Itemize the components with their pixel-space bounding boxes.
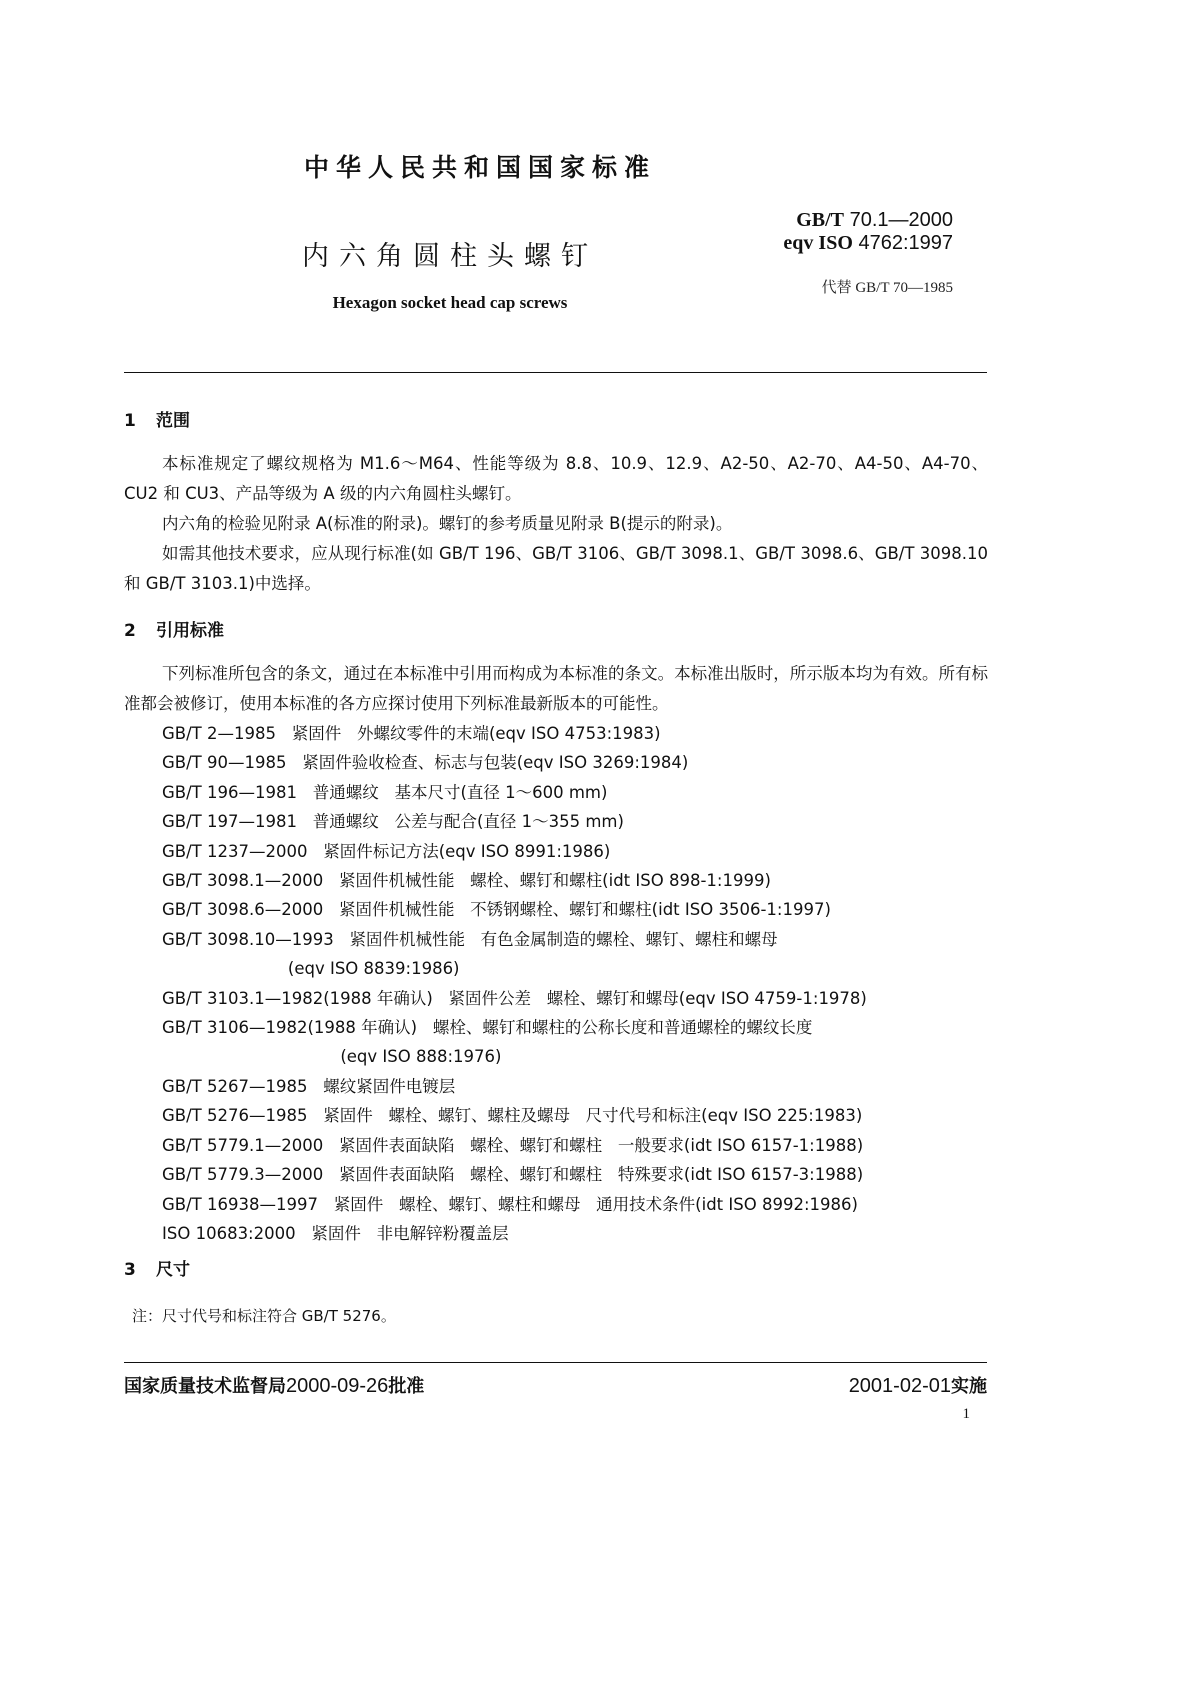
section-1-heading: 1 范围 bbox=[124, 411, 190, 431]
reference-item: GB/T 3106—1982(1988 年确认) 螺栓、螺钉和螺柱的公称长度和普通螺栓的螺纹长度 bbox=[162, 1018, 813, 1038]
section-3-heading: 3 尺寸 bbox=[124, 1260, 190, 1281]
reference-item-continuation: (eqv ISO 888:1976) bbox=[162, 1047, 502, 1067]
title-english: Hexagon socket head cap screws bbox=[332, 293, 568, 312]
reference-item: GB/T 3103.1—1982(1988 年确认) 紧固件公差 螺栓、螺钉和螺母(eqv ISO 4759-1:1978) bbox=[162, 988, 867, 1008]
effective-line: 2001-02-01实施 bbox=[848, 1375, 987, 1397]
page-number: 1 bbox=[962, 1406, 970, 1422]
section-3-note: 注：尺寸代号和标注符合 GB/T 5276。 bbox=[132, 1307, 396, 1326]
reference-item: GB/T 5779.3—2000 紧固件表面缺陷 螺栓、螺钉和螺柱 特殊要求(idt ISO 6157-3:1988) bbox=[162, 1165, 864, 1185]
reference-item: ISO 10683:2000 紧固件 非电解锌粉覆盖层 bbox=[162, 1223, 509, 1243]
reference-item: GB/T 3098.10—1993 紧固件机械性能 有色金属制造的螺栓、螺钉、螺柱和螺母 bbox=[162, 929, 778, 949]
reference-item: GB/T 90—1985 紧固件验收检查、标志与包装(eqv ISO 3269:1984) bbox=[162, 753, 689, 773]
reference-list bbox=[124, 719, 988, 1248]
reference-item: GB/T 3098.1—2000 紧固件机械性能 螺栓、螺钉和螺柱(idt ISO 898-1:1999) bbox=[162, 871, 771, 891]
reference-item: GB/T 5276—1985 紧固件 螺栓、螺钉、螺柱及螺母 尺寸代号和标注(eqv ISO 225:1983) bbox=[162, 1106, 863, 1126]
header-divider bbox=[124, 372, 987, 373]
reference-item: GB/T 2—1985 紧固件 外螺纹零件的末端(eqv ISO 4753:1983) bbox=[162, 724, 661, 743]
reference-item: GB/T 16938—1997 紧固件 螺栓、螺钉、螺柱和螺母 通用技术条件(idt ISO 8992:1986) bbox=[162, 1194, 858, 1214]
equivalent-standard: eqv ISO 4762:1997 bbox=[783, 232, 953, 254]
approval-line: 国家质量技术监督局2000-09-26批准 bbox=[124, 1375, 425, 1397]
approval-date: 2000-09-26 bbox=[286, 1375, 389, 1397]
footer-divider bbox=[124, 1362, 987, 1363]
section-1-paragraph-1: 本标准规定了螺纹规格为 M1.6～M64、性能等级为 8.8、10.9、12.9、A2-50、A2-70、A4-50、A4-70、CU2 和 CU3、产品等级为 A 级的内六角圆柱头螺钉。 bbox=[124, 454, 988, 503]
national-standard-heading: 中华人民共和国国家标准 bbox=[303, 153, 656, 182]
replaces-standard: 代替 GB/T 70—1985 bbox=[821, 280, 953, 296]
reference-item-continuation: (eqv ISO 8839:1986) bbox=[162, 959, 460, 979]
reference-item: GB/T 5267—1985 螺纹紧固件电镀层 bbox=[162, 1076, 456, 1096]
reference-item: GB/T 197—1981 普通螺纹 公差与配合(直径 1～355 mm) bbox=[162, 812, 624, 832]
title-chinese: 内六角圆柱头螺钉 bbox=[302, 241, 598, 272]
reference-item: GB/T 1237—2000 紧固件标记方法(eqv ISO 8991:1986) bbox=[162, 841, 611, 861]
reference-item: GB/T 3098.6—2000 紧固件机械性能 不锈钢螺栓、螺钉和螺柱(idt ISO 3506-1:1997) bbox=[162, 900, 831, 920]
section-1-paragraph-3: 如需其他技术要求，应从现行标准(如 GB/T 196、GB/T 3106、GB/T 3098.1、GB/T 3098.6、GB/T 3098.10和 GB/T 3103.1)中选择。 bbox=[124, 544, 988, 593]
standard-number: GB/T 70.1—2000 bbox=[796, 209, 953, 231]
standard-number-block bbox=[760, 209, 953, 255]
reference-item: GB/T 5779.1—2000 紧固件表面缺陷 螺栓、螺钉和螺柱 一般要求(idt ISO 6157-1:1988) bbox=[162, 1135, 864, 1155]
document-body bbox=[124, 407, 988, 1330]
effective-date: 2001-02-01 bbox=[848, 1375, 951, 1397]
section-2-heading: 2 引用标准 bbox=[124, 621, 224, 641]
section-1-paragraph-2: 内六角的检验见附录 A(标准的附录)。螺钉的参考质量见附录 B(提示的附录)。 bbox=[162, 514, 733, 533]
section-2-intro: 下列标准所包含的条文，通过在本标准中引用而构成为本标准的条文。本标准出版时，所示版本均为有效。所有标准都会被修订，使用本标准的各方应探讨使用下列标准最新版本的可能性。 bbox=[124, 664, 988, 713]
reference-item: GB/T 196—1981 普通螺纹 基本尺寸(直径 1～600 mm) bbox=[162, 782, 608, 802]
